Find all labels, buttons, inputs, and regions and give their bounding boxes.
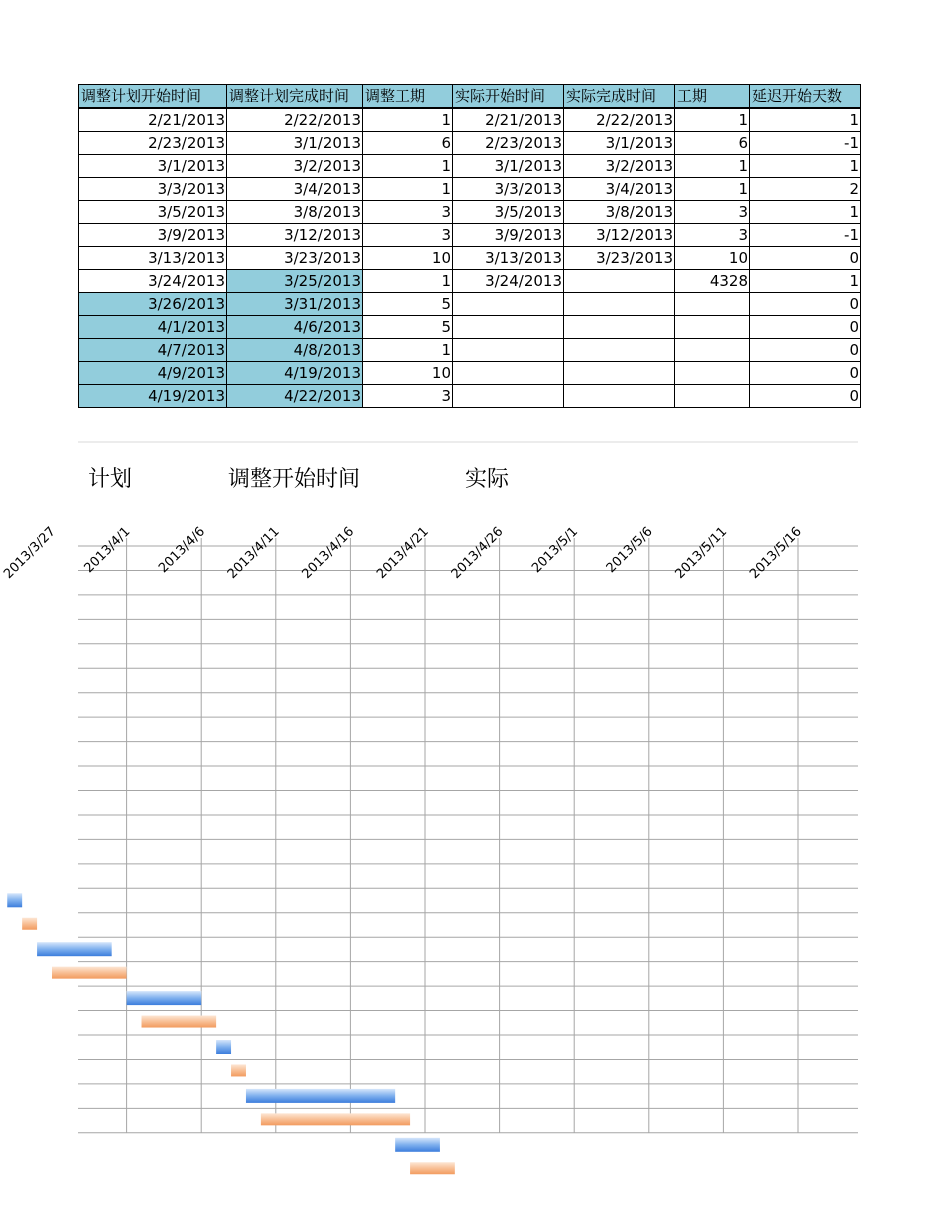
legend-entry: 实际: [465, 467, 510, 492]
table-cell[interactable]: 6: [363, 132, 453, 155]
gantt-chart: [0, 440, 950, 1230]
table-cell[interactable]: 3: [363, 201, 453, 224]
table-row: [79, 178, 861, 201]
table-row: [79, 247, 861, 270]
table-cell[interactable]: 2/23/2013: [453, 132, 564, 155]
table-cell[interactable]: 3/12/2013: [564, 224, 675, 247]
table-cell[interactable]: [453, 339, 564, 362]
x-tick-label: 2013/4/16: [299, 524, 358, 582]
table-row: [79, 362, 861, 385]
table-cell[interactable]: 1: [750, 270, 861, 293]
column-header[interactable]: 延迟开始天数: [750, 85, 861, 109]
bar-actual: [231, 1064, 246, 1076]
table-cell[interactable]: 3/23/2013: [564, 247, 675, 270]
bar-adjusted-start: [216, 1040, 231, 1054]
table-row: [79, 108, 861, 132]
bar-actual: [261, 1113, 410, 1125]
table-cell[interactable]: 10: [363, 247, 453, 270]
table-cell[interactable]: 3/8/2013: [564, 201, 675, 224]
table-cell[interactable]: 1: [750, 155, 861, 178]
table-cell[interactable]: 3/1/2013: [564, 132, 675, 155]
table-cell[interactable]: 1: [675, 178, 750, 201]
table-cell[interactable]: 0: [750, 316, 861, 339]
table-cell[interactable]: 3/1/2013: [453, 155, 564, 178]
table-cell[interactable]: 3/4/2013: [564, 178, 675, 201]
x-tick-label: 2013/5/6: [603, 524, 656, 577]
table-row: [79, 201, 861, 224]
table-cell[interactable]: 1: [675, 108, 750, 132]
table-cell[interactable]: 0: [750, 339, 861, 362]
column-header[interactable]: 调整工期: [363, 85, 453, 109]
table-cell[interactable]: 4/9/2013: [79, 362, 227, 385]
table-cell[interactable]: 5: [363, 316, 453, 339]
x-tick-label: 2013/4/1: [81, 524, 134, 577]
table-row: [79, 155, 861, 178]
table-cell[interactable]: 2/22/2013: [564, 108, 675, 132]
table-cell[interactable]: 1: [363, 108, 453, 132]
table-cell[interactable]: [564, 270, 675, 293]
x-tick-label: 2013/4/21: [374, 524, 432, 582]
table-cell[interactable]: [564, 293, 675, 316]
table-cell[interactable]: 3/8/2013: [227, 201, 363, 224]
bar-actual: [22, 918, 37, 930]
table-row: [79, 224, 861, 247]
table-cell[interactable]: 6: [675, 132, 750, 155]
table-cell[interactable]: 3/13/2013: [453, 247, 564, 270]
column-header[interactable]: 调整计划开始时间: [79, 85, 227, 109]
chart-bars: [7, 893, 455, 1174]
bar-actual: [142, 1016, 217, 1028]
table-cell[interactable]: 4/19/2013: [227, 362, 363, 385]
table-cell[interactable]: [675, 293, 750, 316]
table-cell[interactable]: 1: [363, 270, 453, 293]
table-cell[interactable]: 1: [750, 201, 861, 224]
table-cell[interactable]: 10: [363, 362, 453, 385]
table-cell[interactable]: [453, 316, 564, 339]
table-row: [79, 385, 861, 408]
table-cell[interactable]: [675, 385, 750, 408]
table-cell[interactable]: 0: [750, 362, 861, 385]
table-cell[interactable]: 3/9/2013: [79, 224, 227, 247]
table-cell[interactable]: 3/24/2013: [79, 270, 227, 293]
bar-adjusted-start: [37, 942, 112, 956]
table-row: [79, 316, 861, 339]
table-cell[interactable]: 4/22/2013: [227, 385, 363, 408]
table-cell[interactable]: [453, 362, 564, 385]
table-row: [79, 132, 861, 155]
table-cell[interactable]: 2/21/2013: [79, 108, 227, 132]
table-cell[interactable]: [564, 362, 675, 385]
table-cell[interactable]: [564, 316, 675, 339]
bar-adjusted-start: [246, 1089, 395, 1103]
table-cell[interactable]: 3/23/2013: [227, 247, 363, 270]
table-cell[interactable]: 1: [363, 339, 453, 362]
table-cell[interactable]: 3/24/2013: [453, 270, 564, 293]
chart-grid: [78, 538, 858, 1133]
bar-adjusted-start: [127, 991, 202, 1005]
table-cell[interactable]: 3/25/2013: [227, 270, 363, 293]
table-cell[interactable]: 3/3/2013: [453, 178, 564, 201]
table-cell[interactable]: 3/4/2013: [227, 178, 363, 201]
x-tick-label: 2013/5/1: [529, 524, 582, 577]
column-header[interactable]: 调整计划完成时间: [227, 85, 363, 109]
table-cell[interactable]: 3/5/2013: [453, 201, 564, 224]
legend-entry: 计划: [88, 467, 133, 492]
table-cell[interactable]: -1: [750, 224, 861, 247]
table-row: [79, 339, 861, 362]
bar-actual: [410, 1162, 455, 1174]
table-cell[interactable]: 3/2/2013: [564, 155, 675, 178]
table-cell[interactable]: 3/1/2013: [79, 155, 227, 178]
table-cell[interactable]: [453, 385, 564, 408]
table-cell[interactable]: 1: [363, 155, 453, 178]
table-cell[interactable]: 3: [675, 224, 750, 247]
table-cell[interactable]: 3/31/2013: [227, 293, 363, 316]
table-row: [79, 293, 861, 316]
table-cell[interactable]: 2: [750, 178, 861, 201]
table-cell[interactable]: 3/3/2013: [79, 178, 227, 201]
x-axis-ticks: [1, 524, 805, 582]
gantt-chart-svg: [0, 440, 950, 1230]
table-cell[interactable]: 5: [363, 293, 453, 316]
column-header[interactable]: 实际开始时间: [453, 85, 564, 109]
table-cell[interactable]: 4/1/2013: [79, 316, 227, 339]
table-row: [79, 270, 861, 293]
table-cell[interactable]: -1: [750, 132, 861, 155]
x-tick-label: 2013/5/11: [672, 524, 731, 582]
table-cell[interactable]: 3/9/2013: [453, 224, 564, 247]
table-cell[interactable]: 2/22/2013: [227, 108, 363, 132]
table-cell[interactable]: 2/23/2013: [79, 132, 227, 155]
table-cell[interactable]: 3: [363, 385, 453, 408]
table-cell[interactable]: [675, 316, 750, 339]
table-cell[interactable]: 1: [750, 108, 861, 132]
x-tick-label: 2013/5/16: [747, 524, 805, 582]
table-body: [79, 108, 861, 408]
table-cell[interactable]: 10: [675, 247, 750, 270]
table-cell[interactable]: 3/13/2013: [79, 247, 227, 270]
table-cell[interactable]: 3: [363, 224, 453, 247]
table-cell[interactable]: 3/2/2013: [227, 155, 363, 178]
table-cell[interactable]: [564, 339, 675, 362]
table-cell[interactable]: 3/5/2013: [79, 201, 227, 224]
spreadsheet-table: [78, 84, 861, 408]
table-cell[interactable]: 4/6/2013: [227, 316, 363, 339]
column-header[interactable]: 实际完成时间: [564, 85, 675, 109]
table-cell[interactable]: 0: [750, 247, 861, 270]
table-cell[interactable]: 4/8/2013: [227, 339, 363, 362]
table-cell[interactable]: 1: [675, 155, 750, 178]
x-tick-label: 2013/4/6: [156, 524, 209, 577]
table-cell[interactable]: 4/7/2013: [79, 339, 227, 362]
x-tick-label: 2013/4/26: [448, 524, 507, 582]
chart-legend: [88, 467, 510, 492]
table-cell[interactable]: [675, 339, 750, 362]
table-cell[interactable]: 2/21/2013: [453, 108, 564, 132]
table-cell[interactable]: 4/19/2013: [79, 385, 227, 408]
bar-adjusted-start: [395, 1138, 440, 1152]
table-cell[interactable]: 0: [750, 385, 861, 408]
legend-entry: 调整开始时间: [228, 467, 361, 492]
table-cell[interactable]: [453, 293, 564, 316]
table-header-row: [79, 85, 861, 109]
table-cell[interactable]: [564, 385, 675, 408]
table-cell[interactable]: 3/26/2013: [79, 293, 227, 316]
table-cell[interactable]: 1: [363, 178, 453, 201]
table-cell[interactable]: 3/1/2013: [227, 132, 363, 155]
column-header[interactable]: 工期: [675, 85, 750, 109]
table-cell[interactable]: [675, 362, 750, 385]
bar-actual: [52, 967, 127, 979]
table-cell[interactable]: 3: [675, 201, 750, 224]
bar-adjusted-start: [7, 893, 22, 907]
x-tick-label: 2013/4/11: [224, 524, 283, 582]
x-tick-label: 2013/3/27: [1, 524, 59, 582]
table-cell[interactable]: 3/12/2013: [227, 224, 363, 247]
table-cell[interactable]: 0: [750, 293, 861, 316]
table-cell[interactable]: 4328: [675, 270, 750, 293]
